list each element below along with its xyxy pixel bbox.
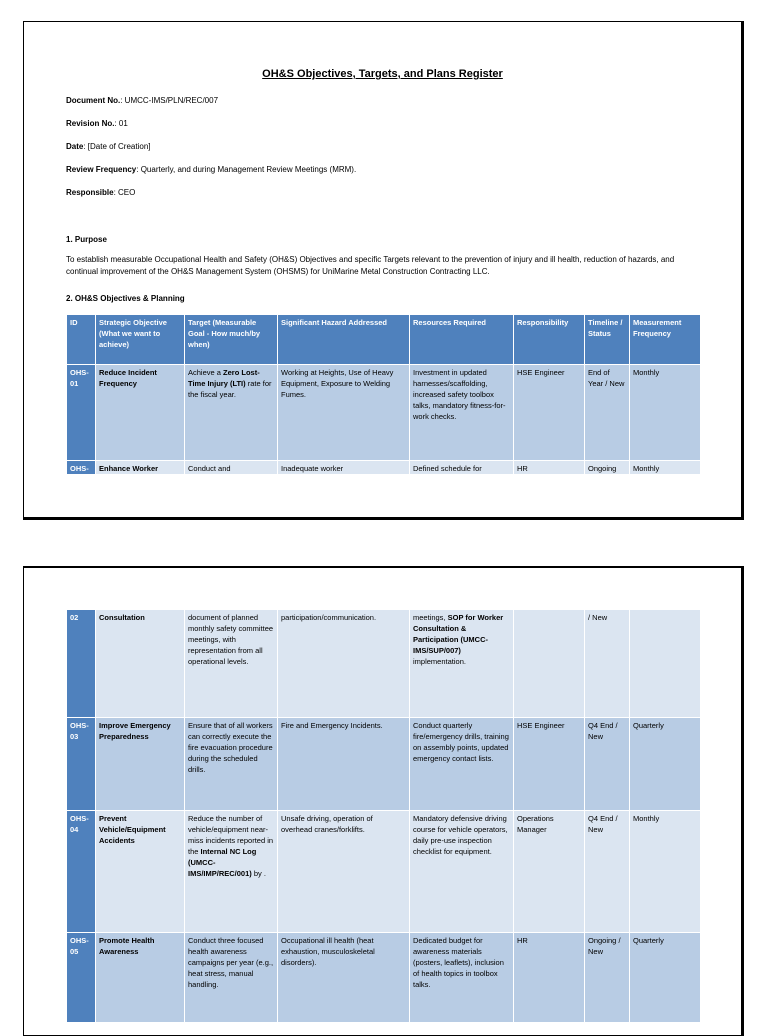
purpose-text: To establish measurable Occupational Health and Safety (OH&S) Objectives and specific Targets relevant to the prevention of injury and ill health, reduction of hazards, and continual improvement of the OH&S Management System (OHSMS) for UniMarine Metal Construction Contracting LLC. (66, 255, 675, 276)
row-objective: Reduce Incident Frequency (96, 365, 185, 461)
row-resources: meetings, SOP for Worker Consultation & Participation (UMCC-IMS/SUP/007) implementation. (410, 610, 514, 718)
row-id: 02 (67, 610, 96, 718)
document-page-2 (23, 566, 744, 1036)
document-page-1 (23, 21, 744, 520)
row-timeline: Ongoing (585, 461, 630, 475)
row-objective: Prevent Vehicle/Equipment Accidents (96, 811, 185, 933)
header-target: Target (Measurable Goal - How much/by when) (185, 315, 278, 365)
row-resources: Investment in updated harnesses/scaffolding, increased safety toolbox talks, mandatory fitness-for-work checks. (410, 365, 514, 461)
row-frequency: Quarterly (630, 718, 701, 811)
row-timeline: Q4 End / New (585, 811, 630, 933)
document-title: OH&S Objectives, Targets, and Plans Register (262, 68, 503, 80)
revision-number: Revision No.: 01 (66, 119, 128, 128)
row-hazard: Unsafe driving, operation of overhead cranes/forklifts. (278, 811, 410, 933)
row-objective: Enhance Worker (96, 461, 185, 475)
row-target: Reduce the number of vehicle/equipment near-miss incidents reported in the Internal NC Log (UMCC-IMS/IMP/REC/001) by . (185, 811, 278, 933)
row-frequency (630, 610, 701, 718)
table-row (67, 718, 701, 811)
row-id: OHS-03 (67, 718, 96, 811)
table-row (67, 933, 701, 1023)
row-resources: Mandatory defensive driving course for vehicle operators, daily pre-use inspection checklist for equipment. (410, 811, 514, 933)
row-responsibility: Operations Manager (514, 811, 585, 933)
table-header-row (67, 315, 701, 365)
row-timeline: / New (585, 610, 630, 718)
header-responsibility: Responsibility (514, 315, 585, 365)
row-objective: Promote Health Awareness (96, 933, 185, 1023)
row-id: OHS- (67, 461, 96, 475)
row-resources: Conduct quarterly fire/emergency drills, training on assembly points, updated emergency contact lists. (410, 718, 514, 811)
row-frequency: Monthly (630, 461, 701, 475)
row-id: OHS-05 (67, 933, 96, 1023)
row-target: Conduct and (185, 461, 278, 475)
objectives-table-part-2 (66, 609, 701, 1023)
header-timeline: Timeline / Status (585, 315, 630, 365)
document-date: Date: [Date of Creation] (66, 142, 151, 151)
row-frequency: Monthly (630, 365, 701, 461)
table-row (67, 610, 701, 718)
row-timeline: End of Year / New (585, 365, 630, 461)
header-hazard: Significant Hazard Addressed (278, 315, 410, 365)
row-id: OHS-01 (67, 365, 96, 461)
row-responsibility: HR (514, 461, 585, 475)
row-hazard: Working at Heights, Use of Heavy Equipment, Exposure to Welding Fumes. (278, 365, 410, 461)
row-target: document of planned monthly safety committee meetings, with representation from all operational levels. (185, 610, 278, 718)
table-row (67, 811, 701, 933)
row-responsibility: HSE Engineer (514, 365, 585, 461)
row-id: OHS-04 (67, 811, 96, 933)
table-row (67, 365, 701, 461)
objectives-heading: 2. OH&S Objectives & Planning (66, 294, 185, 303)
table-row (67, 461, 701, 475)
header-objective: Strategic Objective (What we want to achieve) (96, 315, 185, 365)
row-responsibility (514, 610, 585, 718)
header-frequency: Measurement Frequency (630, 315, 701, 365)
row-frequency: Quarterly (630, 933, 701, 1023)
row-target: Achieve a Zero Lost-Time Injury (LTI) rate for the fiscal year. (185, 365, 278, 461)
row-hazard: participation/communication. (278, 610, 410, 718)
row-resources: Defined schedule for (410, 461, 514, 475)
row-resources: Dedicated budget for awareness materials (posters, leaflets), inclusion of health topics in toolbox talks. (410, 933, 514, 1023)
objectives-table-part-1 (66, 314, 701, 475)
purpose-heading: 1. Purpose (66, 235, 107, 244)
row-objective: Consultation (96, 610, 185, 718)
row-frequency: Monthly (630, 811, 701, 933)
responsible: Responsible: CEO (66, 188, 136, 197)
row-target: Conduct three focused health awareness campaigns per year (e.g., heat stress, manual handling. (185, 933, 278, 1023)
row-responsibility: HR (514, 933, 585, 1023)
row-responsibility: HSE Engineer (514, 718, 585, 811)
row-hazard: Occupational ill health (heat exhaustion, musculoskeletal disorders). (278, 933, 410, 1023)
row-timeline: Q4 End / New (585, 718, 630, 811)
row-hazard: Fire and Emergency Incidents. (278, 718, 410, 811)
row-target: Ensure that of all workers can correctly execute the fire evacuation procedure during the scheduled drills. (185, 718, 278, 811)
row-hazard: Inadequate worker (278, 461, 410, 475)
review-frequency: Review Frequency: Quarterly, and during Management Review Meetings (MRM). (66, 165, 357, 174)
header-resources: Resources Required (410, 315, 514, 365)
row-timeline: Ongoing / New (585, 933, 630, 1023)
row-objective: Improve Emergency Preparedness (96, 718, 185, 811)
header-id: ID (67, 315, 96, 365)
document-number: Document No.: UMCC-IMS/PLN/REC/007 (66, 96, 219, 105)
